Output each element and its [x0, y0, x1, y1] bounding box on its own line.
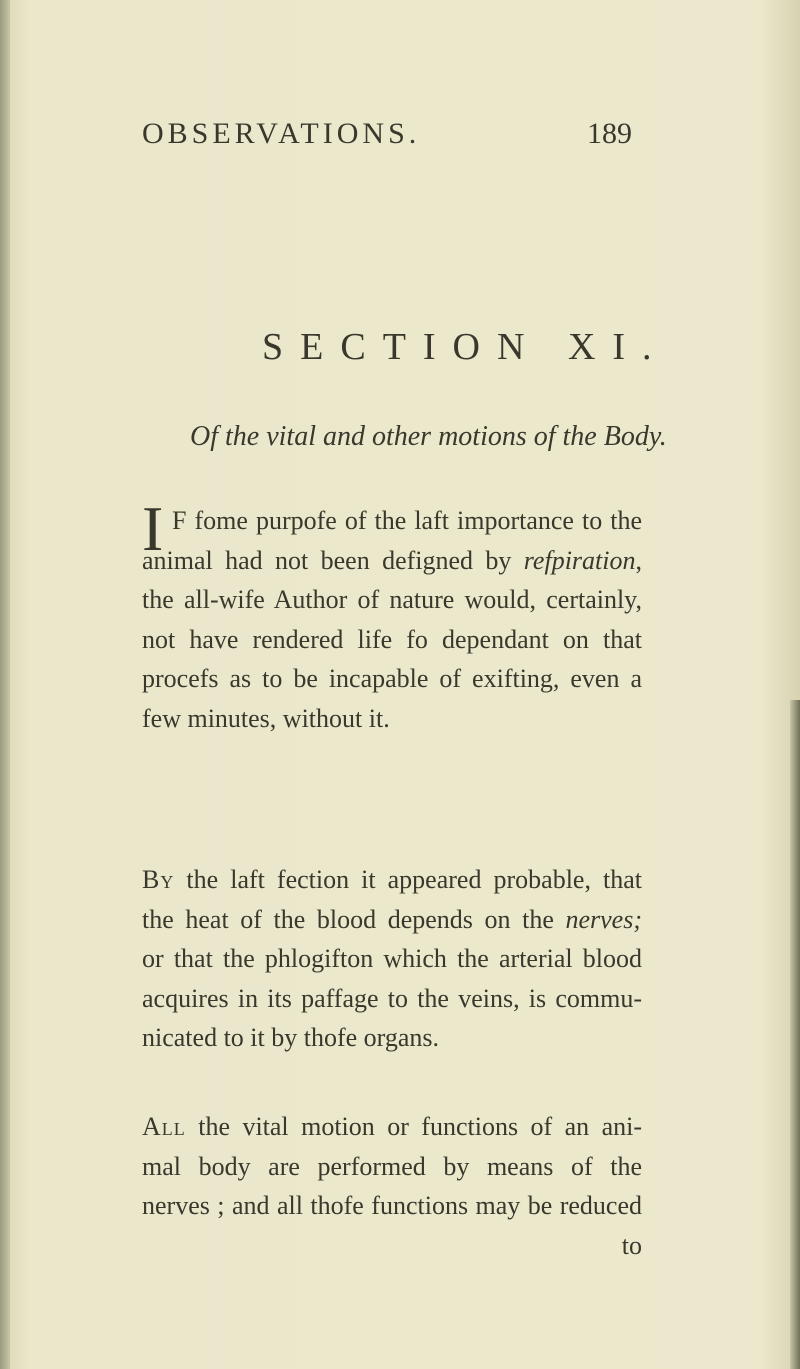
- paragraph-line: few minutes, without it.: [142, 703, 390, 733]
- paragraph-2: [142, 860, 642, 1058]
- italic-term: nerves;: [565, 904, 642, 934]
- paragraph-line: the all-wife Author of nature would, certainly,: [142, 585, 642, 614]
- paragraph-line: F fome purpofe of the laft importance to the: [172, 506, 642, 535]
- paragraph-1: [142, 501, 642, 738]
- page-outer-edge: [790, 700, 800, 1369]
- paragraph-line: By the laft fection it appeared probable, that: [142, 865, 643, 894]
- paragraph-line: procefs as to be incapable of exifting, even a: [142, 664, 642, 693]
- paragraph-line: the heat of the blood depends on the nerves;: [142, 904, 642, 934]
- page-number: 189: [587, 117, 632, 150]
- section-subtitle: Of the vital and other motions of the Body.: [190, 421, 667, 452]
- paragraph-lead: All: [142, 1112, 186, 1141]
- paragraph-line: mal body are performed by means of the: [142, 1151, 642, 1181]
- running-head: [142, 117, 642, 157]
- drop-cap: I: [142, 493, 164, 564]
- running-head-title: OBSERVATIONS.: [142, 117, 421, 150]
- paragraph-line: nerves ; and all thofe functions may be reduced: [142, 1191, 642, 1220]
- page-gutter-edge: [0, 0, 10, 1369]
- paragraph-line: or that the phlogifton which the arterial blood: [142, 944, 642, 973]
- paragraph-line: not have rendered life fo dependant on that: [142, 624, 642, 654]
- section-heading: SECTION XI.: [262, 326, 669, 368]
- paragraph-line: animal had not been defigned by refpiration,: [142, 545, 642, 575]
- paragraph-lead: By: [142, 865, 175, 894]
- paragraph-line: nicated to it by thofe organs.: [142, 1023, 440, 1052]
- paragraph-3: [142, 1107, 642, 1265]
- paragraph-line: All the vital motion or functions of an ani-: [142, 1112, 643, 1141]
- paragraph-line: acquires in its paffage to the veins, is commu-: [142, 983, 642, 1013]
- catchword: to: [621, 1230, 642, 1260]
